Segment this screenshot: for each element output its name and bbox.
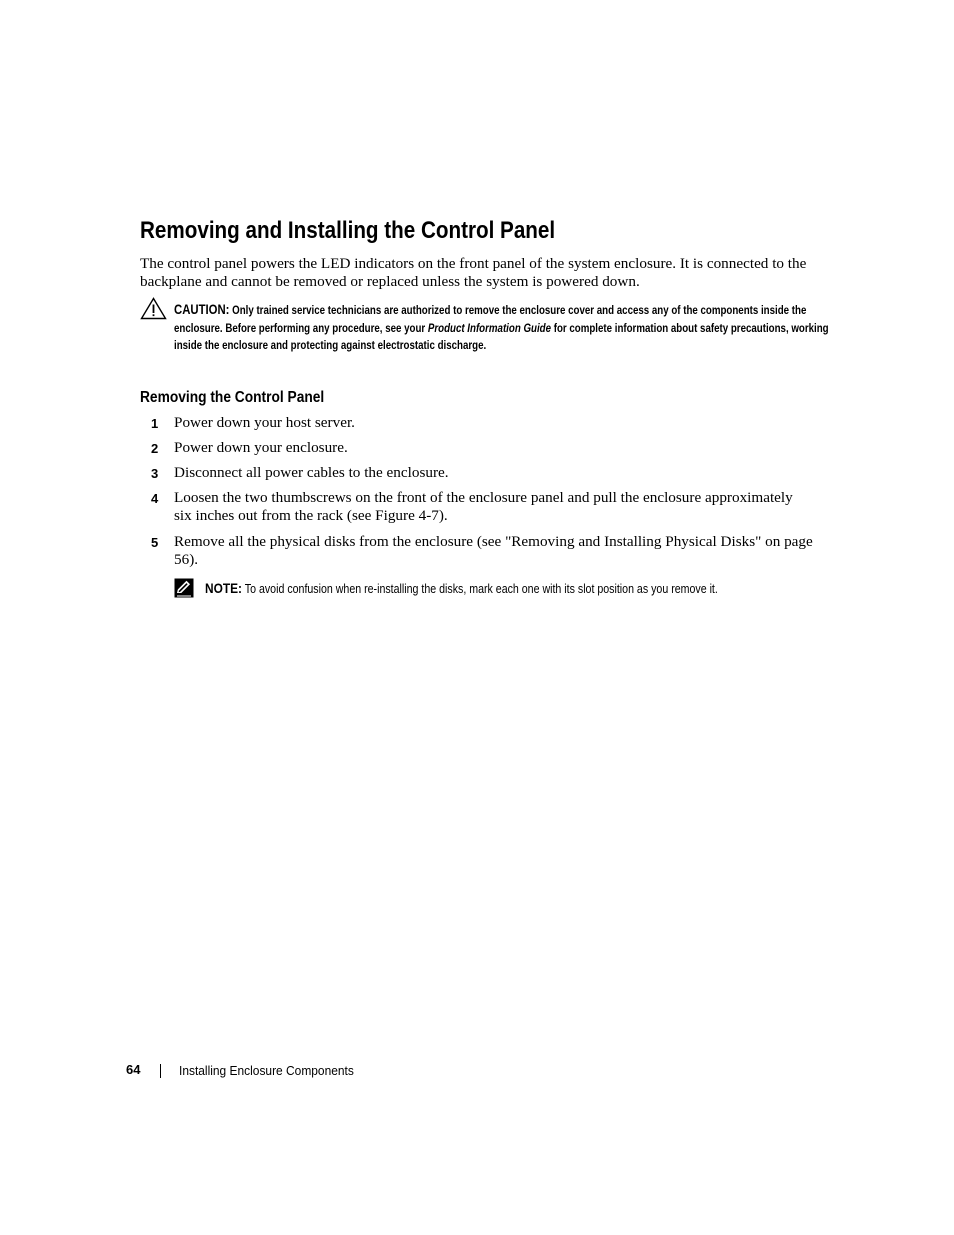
page-title: Removing and Installing the Control Panel — [140, 217, 556, 244]
step-text: Power down your host server. — [174, 414, 355, 431]
footer-section-title: Installing Enclosure Components — [179, 1063, 354, 1078]
caution-text: Only trained service technicians are authorized to remove the enclosure cover and access any of the components inside the enclosure. Before performing any procedure, see your — [174, 303, 807, 335]
step-number: 5 — [151, 535, 159, 550]
step-number: 4 — [151, 491, 159, 506]
step-number: 2 — [151, 441, 159, 456]
section-subheading: Removing the Control Panel — [140, 389, 325, 406]
note-block — [205, 580, 885, 596]
note-label: NOTE: — [205, 580, 243, 596]
footer-divider — [160, 1064, 161, 1078]
note-text: To avoid confusion when re-installing the disks, mark each one with its slot position as you remove it. — [244, 582, 718, 596]
caution-text-continued: for complete information about safety precautions, working inside the enclosure and protecting against electrostatic discharge. — [174, 320, 829, 352]
step-text: Remove all the physical disks from the enclosure (see "Removing and Installing Physical Disks" on page 56). — [174, 533, 813, 568]
caution-block — [174, 301, 830, 355]
intro-paragraph: The control panel powers the LED indicators on the front panel of the system enclosure. It is connected to the backplane and cannot be removed or replaced unless the system is powered down. — [140, 255, 807, 290]
step-text: Disconnect all power cables to the enclosure. — [174, 464, 449, 481]
product-information-guide-ref: Product Information Guide — [427, 320, 552, 335]
caution-label: CAUTION: — [174, 301, 230, 317]
footer-page-number: 64 — [126, 1062, 141, 1077]
step-text: Loosen the two thumbscrews on the front of the enclosure panel and pull the enclosure approximately six inches out from the rack (see Figure 4-7). — [174, 489, 793, 524]
step-text: Power down your enclosure. — [174, 439, 348, 456]
note-pencil-icon — [174, 578, 194, 603]
warning-triangle-icon — [140, 297, 167, 325]
step-number: 1 — [151, 416, 159, 431]
step-number: 3 — [151, 466, 159, 481]
